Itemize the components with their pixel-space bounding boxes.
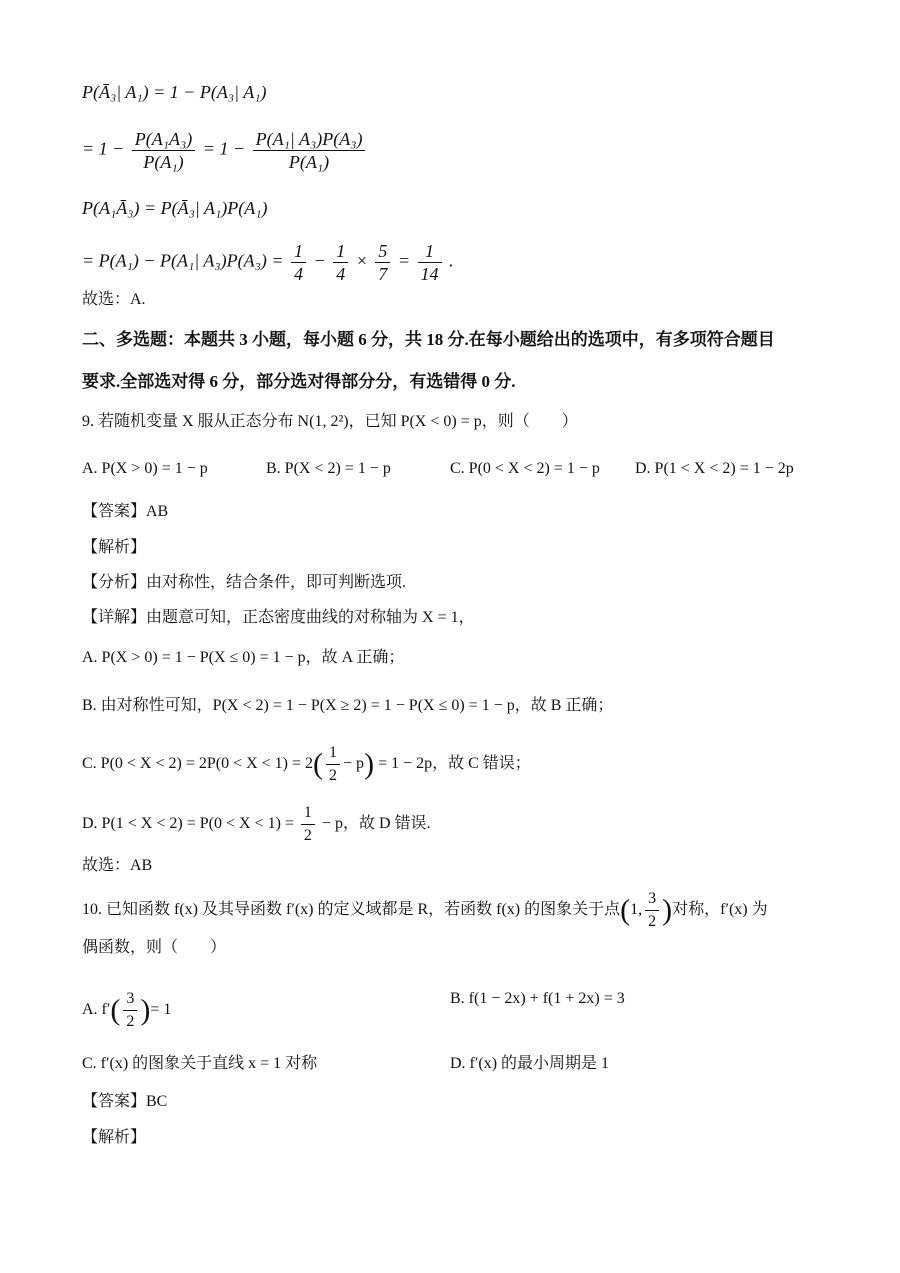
derivation-line-2-prefix: = 1 −	[82, 138, 125, 159]
q9-option-d: D. P(1 < X < 2) = 1 − 2p	[635, 460, 794, 477]
fraction	[333, 240, 348, 285]
derivation-line-1: P(Ā₃| A₁) = 1 − P(A₃| A₁)	[82, 82, 267, 102]
q9-solution-d-tail: − p，故 D 错误.	[321, 815, 431, 833]
fraction	[132, 128, 196, 173]
q9-solution-d	[82, 802, 431, 847]
right-paren: )	[140, 993, 151, 1027]
fraction	[253, 128, 366, 173]
fraction-denominator: 14	[420, 264, 439, 284]
fraction-denominator: 2	[329, 767, 338, 784]
section-heading-line-1: 二、多选题：本题共 3 小题，每小题 6 分，共 18 分.在每小题给出的选项中，有多项符合题目	[82, 330, 775, 349]
fraction-numerator: 1	[333, 240, 348, 263]
q10-answer: 【答案】BC	[82, 1093, 168, 1110]
fraction	[291, 240, 306, 285]
fraction	[123, 988, 137, 1033]
fraction-denominator: 4	[294, 264, 304, 284]
q9-option-c: C. P(0 < X < 2) = 1 − p	[450, 460, 600, 477]
derivation-line-3: P(A₁Ā₃) = P(Ā₃| A₁)P(A₁)	[82, 198, 268, 218]
q10-analysis-tag: 【解析】	[82, 1129, 147, 1146]
minus-sign: −	[313, 250, 326, 271]
period: .	[449, 250, 454, 271]
q9-option-b: B. P(X < 2) = 1 − p	[266, 460, 391, 477]
q10-stem-a: 10. 已知函数 f(x) 及其导函数 f′(x) 的定义域都是 R，若函数 f(x) 的图象关于点	[82, 901, 621, 919]
fraction-denominator: P(A₁)	[143, 152, 184, 172]
left-paren: (	[110, 993, 121, 1027]
q9-solution-c-prefix: C. P(0 < X < 2) = 2P(0 < X < 1) = 2	[82, 755, 314, 773]
fraction-numerator: P(A₁| A₃)P(A₃)	[253, 128, 366, 151]
fraction-denominator: 2	[303, 827, 312, 844]
q10-option-a-suffix: = 1	[150, 1001, 172, 1019]
fraction-denominator: 4	[336, 264, 346, 284]
q9-conclusion: 故选：AB	[82, 857, 153, 874]
fraction-denominator: 2	[126, 1013, 135, 1030]
q9-solution-d-prefix: D. P(1 < X < 2) = P(0 < X < 1) =	[82, 815, 294, 833]
q9-option-a: A. P(X > 0) = 1 − p	[82, 460, 208, 477]
q10-option-d: D. f′(x) 的最小周期是 1	[450, 1055, 610, 1072]
q9-xiangjie: 【详解】由题意可知，正态密度曲线的对称轴为 X = 1，	[82, 609, 475, 626]
left-paren: (	[313, 747, 324, 781]
times-sign: ×	[355, 250, 368, 271]
q9-solution-b: B. 由对称性可知，P(X < 2) = 1 − P(X ≥ 2) = 1 − P(X ≤ 0) = 1 − p，故 B 正确；	[82, 697, 614, 714]
fraction	[645, 888, 659, 933]
q10-stem-line-2: 偶函数，则（ ）	[82, 939, 227, 956]
q9-answer: 【答案】AB	[82, 503, 169, 520]
fraction-numerator: 1	[418, 240, 442, 263]
q9-stem: 9. 若随机变量 X 服从正态分布 N(1, 2²)，已知 P(X < 0) = p，则（ ）	[82, 413, 578, 430]
q9-analysis-tag: 【解析】	[82, 539, 147, 556]
q9-solution-c-tail: = 1 − 2p，故 C 错误；	[378, 755, 531, 773]
derivation-line-4-prefix: = P(A₁) − P(A₁| A₃)P(A₃) =	[82, 250, 284, 271]
derivation-line-4	[82, 240, 454, 285]
fraction	[375, 240, 390, 285]
right-paren: )	[662, 893, 673, 927]
right-paren: )	[364, 747, 375, 781]
fraction-numerator: 3	[645, 888, 659, 911]
fraction-numerator: 1	[301, 802, 315, 825]
section-heading-line-2: 要求.全部选对得 6 分，部分选对得部分分，有选错得 0 分.	[82, 372, 516, 391]
fraction	[301, 802, 315, 847]
fraction-denominator: 7	[378, 264, 388, 284]
q9-solution-c	[82, 742, 531, 787]
fraction-numerator: 1	[326, 742, 340, 765]
equals-sign: =	[397, 250, 410, 271]
q10-point-prefix: 1,	[630, 901, 643, 919]
left-paren: (	[620, 893, 631, 927]
derivation-line-2	[82, 128, 368, 173]
q10-stem-b: 对称，f′(x) 为	[672, 901, 768, 919]
q9-solution-a: A. P(X > 0) = 1 − P(X ≤ 0) = 1 − p，故 A 正确；	[82, 649, 405, 666]
fraction-denominator: 2	[648, 913, 657, 930]
fraction	[418, 240, 442, 285]
fraction-numerator: 1	[291, 240, 306, 263]
derivation-conclusion: 故选：A.	[82, 291, 146, 308]
q9-fenxi: 【分析】由对称性，结合条件，即可判断选项.	[82, 574, 407, 591]
fraction-denominator: P(A₁)	[288, 152, 330, 172]
fraction-numerator: 5	[375, 240, 390, 263]
q10-option-b: B. f(1 − 2x) + f(1 + 2x) = 3	[450, 990, 625, 1007]
fraction-numerator: P(A₁A₃)	[132, 128, 196, 151]
fraction	[326, 742, 340, 787]
q10-option-c: C. f′(x) 的图象关于直线 x = 1 对称	[82, 1055, 318, 1072]
q9-solution-c-inner: − p	[343, 755, 365, 773]
q10-stem-line-1	[82, 888, 768, 933]
q10-option-a	[82, 988, 171, 1033]
q10-option-a-prefix: A. f′	[82, 1001, 111, 1019]
derivation-line-2-mid: = 1 −	[202, 138, 246, 159]
fraction-numerator: 3	[123, 988, 137, 1011]
